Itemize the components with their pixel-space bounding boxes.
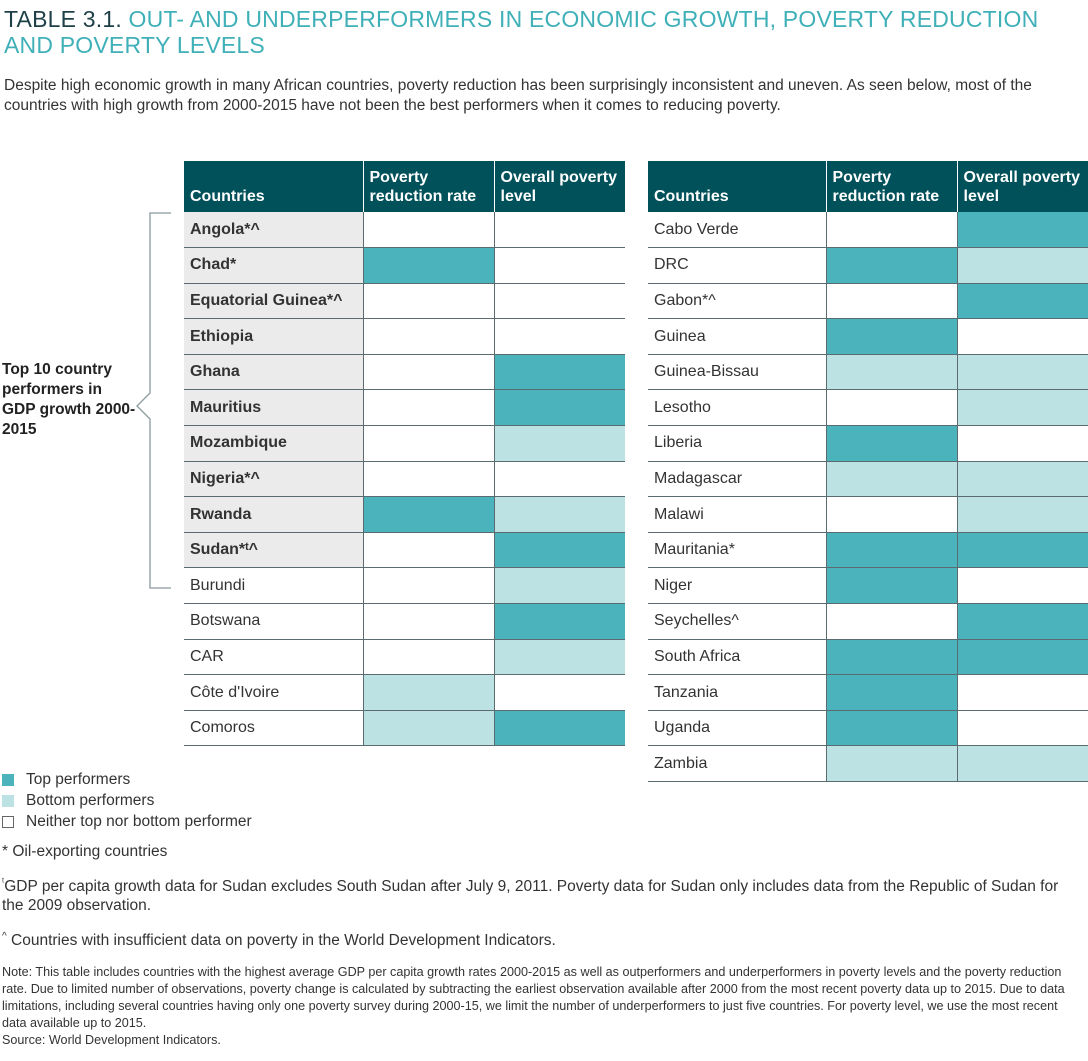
poverty-reduction-cell bbox=[826, 426, 957, 462]
poverty-level-cell bbox=[494, 461, 625, 497]
poverty-reduction-cell bbox=[363, 604, 494, 640]
table-row bbox=[648, 710, 1088, 746]
country-name: Niger bbox=[648, 568, 826, 604]
poverty-level-cell bbox=[494, 568, 625, 604]
table-row bbox=[648, 675, 1088, 711]
poverty-level-cell bbox=[494, 675, 625, 711]
poverty-reduction-cell bbox=[363, 390, 494, 426]
country-name: Zambia bbox=[648, 746, 826, 782]
table-row bbox=[648, 532, 1088, 568]
table-row bbox=[184, 461, 625, 497]
header-poverty-reduction-rate: Poverty reduction rate bbox=[363, 161, 494, 212]
poverty-level-cell bbox=[957, 746, 1088, 782]
table-row bbox=[648, 604, 1088, 640]
country-name: Comoros bbox=[184, 710, 363, 746]
country-name: Liberia bbox=[648, 426, 826, 462]
table-row bbox=[648, 746, 1088, 782]
table-row bbox=[184, 568, 625, 604]
poverty-reduction-cell bbox=[826, 639, 957, 675]
poverty-reduction-cell bbox=[826, 461, 957, 497]
table-row bbox=[648, 390, 1088, 426]
poverty-level-cell bbox=[494, 710, 625, 746]
legend-label-bottom: Bottom performers bbox=[26, 791, 155, 809]
poverty-level-cell bbox=[494, 390, 625, 426]
neither-swatch-icon bbox=[2, 816, 14, 828]
note-insufficient-mark: ^ bbox=[2, 931, 7, 943]
header-countries: Countries bbox=[184, 161, 363, 212]
note-insufficient-text: Countries with insufficient data on poverty in the World Development Indicators. bbox=[11, 932, 556, 950]
poverty-level-cell bbox=[494, 319, 625, 355]
poverty-level-cell bbox=[494, 532, 625, 568]
table-row bbox=[648, 639, 1088, 675]
poverty-reduction-cell bbox=[363, 319, 494, 355]
top-swatch-icon bbox=[2, 774, 14, 786]
country-name: Côte d'Ivoire bbox=[184, 675, 363, 711]
table-header-row bbox=[184, 161, 625, 212]
poverty-reduction-cell bbox=[826, 604, 957, 640]
poverty-reduction-cell bbox=[826, 283, 957, 319]
table-row bbox=[184, 532, 625, 568]
poverty-level-cell bbox=[494, 283, 625, 319]
table-row bbox=[184, 710, 625, 746]
poverty-reduction-cell bbox=[826, 675, 957, 711]
legend-item-top bbox=[2, 769, 252, 790]
header-poverty-reduction-rate: Poverty reduction rate bbox=[826, 161, 957, 212]
source-line: Source: World Development Indicators. bbox=[2, 1033, 221, 1047]
table-row bbox=[648, 283, 1088, 319]
right-country-table bbox=[648, 161, 1088, 782]
poverty-reduction-cell bbox=[363, 532, 494, 568]
poverty-reduction-cell bbox=[826, 497, 957, 533]
country-name: Guinea bbox=[648, 319, 826, 355]
country-name: Angola*^ bbox=[184, 212, 363, 248]
poverty-level-cell bbox=[957, 390, 1088, 426]
poverty-level-cell bbox=[957, 248, 1088, 284]
legend bbox=[2, 769, 252, 832]
table-header-row bbox=[648, 161, 1088, 212]
poverty-level-cell bbox=[957, 319, 1088, 355]
country-name: Madagascar bbox=[648, 461, 826, 497]
poverty-reduction-cell bbox=[363, 639, 494, 675]
poverty-reduction-cell bbox=[826, 710, 957, 746]
note-oil-exporting: * Oil-exporting countries bbox=[2, 843, 168, 860]
poverty-level-cell bbox=[957, 497, 1088, 533]
poverty-level-cell bbox=[494, 497, 625, 533]
table-row bbox=[648, 497, 1088, 533]
footnotes bbox=[2, 964, 1082, 1049]
country-name: Uganda bbox=[648, 710, 826, 746]
table-row bbox=[184, 354, 625, 390]
poverty-reduction-cell bbox=[826, 319, 957, 355]
methodology-note: Note: This table includes countries with the highest average GDP per capita growth rates 2000-2015 as well as outperformers and underperformers in poverty levels and the poverty reduction rate. Due to limited number of observations, poverty change is calculated by subtracting the earliest observation available after 2000 from the most recent poverty data up to 2015. Due to data limitations, including several countries having only one poverty survey during 2000-15, we limit the number of underperformers to just five countries. For poverty level, we use the most recent data available up to 2015. bbox=[2, 965, 1065, 1030]
note-sudan-text: GDP per capita growth data for Sudan excludes South Sudan after July 9, 2011. Poverty data for Sudan only includes data from the Republic of Sudan for the 2009 observation. bbox=[2, 878, 1059, 915]
table-row bbox=[184, 426, 625, 462]
country-name: Burundi bbox=[184, 568, 363, 604]
poverty-reduction-cell bbox=[826, 248, 957, 284]
table-row bbox=[184, 248, 625, 284]
poverty-reduction-cell bbox=[363, 283, 494, 319]
table-row bbox=[648, 568, 1088, 604]
country-name: Ghana bbox=[184, 354, 363, 390]
poverty-reduction-cell bbox=[363, 248, 494, 284]
table-row bbox=[648, 212, 1088, 248]
poverty-level-cell bbox=[494, 212, 625, 248]
table-title-text: OUT- AND UNDERPERFORMERS IN ECONOMIC GROWTH, POVERTY REDUCTION AND POVERTY LEVELS bbox=[4, 6, 1039, 58]
poverty-level-cell bbox=[957, 675, 1088, 711]
poverty-level-cell bbox=[494, 248, 625, 284]
country-name: Ethiopia bbox=[184, 319, 363, 355]
country-name: Sudan*ᵗ^ bbox=[184, 532, 363, 568]
country-name: Mauritius bbox=[184, 390, 363, 426]
poverty-reduction-cell bbox=[363, 212, 494, 248]
poverty-level-cell bbox=[957, 710, 1088, 746]
poverty-level-cell bbox=[957, 426, 1088, 462]
poverty-reduction-cell bbox=[363, 461, 494, 497]
poverty-reduction-cell bbox=[363, 426, 494, 462]
table-row bbox=[184, 212, 625, 248]
table-row bbox=[648, 319, 1088, 355]
table-row bbox=[184, 283, 625, 319]
country-name: Chad* bbox=[184, 248, 363, 284]
country-name: Mozambique bbox=[184, 426, 363, 462]
poverty-level-cell bbox=[494, 354, 625, 390]
poverty-reduction-cell bbox=[826, 212, 957, 248]
poverty-reduction-cell bbox=[826, 390, 957, 426]
poverty-reduction-cell bbox=[363, 568, 494, 604]
country-name: Botswana bbox=[184, 604, 363, 640]
poverty-level-cell bbox=[957, 212, 1088, 248]
table-row bbox=[648, 354, 1088, 390]
country-name: Equatorial Guinea*^ bbox=[184, 283, 363, 319]
legend-item-bottom bbox=[2, 790, 252, 811]
note-sudan-mark: ᵗ bbox=[2, 877, 5, 888]
bracket-icon bbox=[136, 212, 172, 589]
header-countries: Countries bbox=[648, 161, 826, 212]
intro-paragraph: Despite high economic growth in many African countries, poverty reduction has been surprisingly inconsistent and uneven. As seen below, most of the countries with high growth from 2000-2015 have not been the best performers when it comes to reducing poverty. bbox=[4, 77, 1032, 114]
left-country-table bbox=[184, 161, 625, 746]
legend-label-neither: Neither top nor bottom performer bbox=[26, 812, 252, 830]
header-overall-poverty-level: Overall poverty level bbox=[494, 161, 625, 212]
poverty-level-cell bbox=[957, 532, 1088, 568]
poverty-level-cell bbox=[957, 283, 1088, 319]
poverty-level-cell bbox=[957, 568, 1088, 604]
poverty-reduction-cell bbox=[363, 354, 494, 390]
country-name: Guinea-Bissau bbox=[648, 354, 826, 390]
poverty-level-cell bbox=[957, 354, 1088, 390]
country-name: Seychelles^ bbox=[648, 604, 826, 640]
country-name: DRC bbox=[648, 248, 826, 284]
poverty-level-cell bbox=[957, 461, 1088, 497]
country-name: Nigeria*^ bbox=[184, 461, 363, 497]
poverty-level-cell bbox=[494, 604, 625, 640]
poverty-level-cell bbox=[494, 639, 625, 675]
poverty-reduction-cell bbox=[826, 354, 957, 390]
country-name: Lesotho bbox=[648, 390, 826, 426]
country-name: Mauritania* bbox=[648, 532, 826, 568]
poverty-reduction-cell bbox=[826, 532, 957, 568]
table-row bbox=[184, 497, 625, 533]
note-sudan bbox=[2, 873, 1082, 915]
legend-item-neither bbox=[2, 811, 252, 832]
table-title bbox=[4, 6, 1088, 58]
poverty-reduction-cell bbox=[363, 675, 494, 711]
country-name: South Africa bbox=[648, 639, 826, 675]
table-row bbox=[184, 390, 625, 426]
country-name: Cabo Verde bbox=[648, 212, 826, 248]
country-name: Rwanda bbox=[184, 497, 363, 533]
poverty-level-cell bbox=[494, 426, 625, 462]
table-row bbox=[648, 461, 1088, 497]
country-name: CAR bbox=[184, 639, 363, 675]
table-row bbox=[184, 675, 625, 711]
poverty-reduction-cell bbox=[363, 497, 494, 533]
country-name: Tanzania bbox=[648, 675, 826, 711]
country-name: Gabon*^ bbox=[648, 283, 826, 319]
legend-label-top: Top performers bbox=[26, 770, 131, 788]
table-number: TABLE 3.1. bbox=[4, 6, 122, 32]
poverty-reduction-cell bbox=[826, 568, 957, 604]
header-overall-poverty-level: Overall poverty level bbox=[957, 161, 1088, 212]
notes bbox=[2, 842, 1082, 950]
table-row bbox=[648, 248, 1088, 284]
country-name: Malawi bbox=[648, 497, 826, 533]
table-row bbox=[184, 604, 625, 640]
table-row bbox=[184, 639, 625, 675]
bracket-label: Top 10 country performers in GDP growth 2000-2015 bbox=[2, 361, 136, 438]
table-row bbox=[648, 426, 1088, 462]
poverty-level-cell bbox=[957, 639, 1088, 675]
poverty-reduction-cell bbox=[826, 746, 957, 782]
note-insufficient-data bbox=[2, 927, 1082, 950]
poverty-reduction-cell bbox=[363, 710, 494, 746]
poverty-level-cell bbox=[957, 604, 1088, 640]
table-row bbox=[184, 319, 625, 355]
bottom-swatch-icon bbox=[2, 795, 14, 807]
